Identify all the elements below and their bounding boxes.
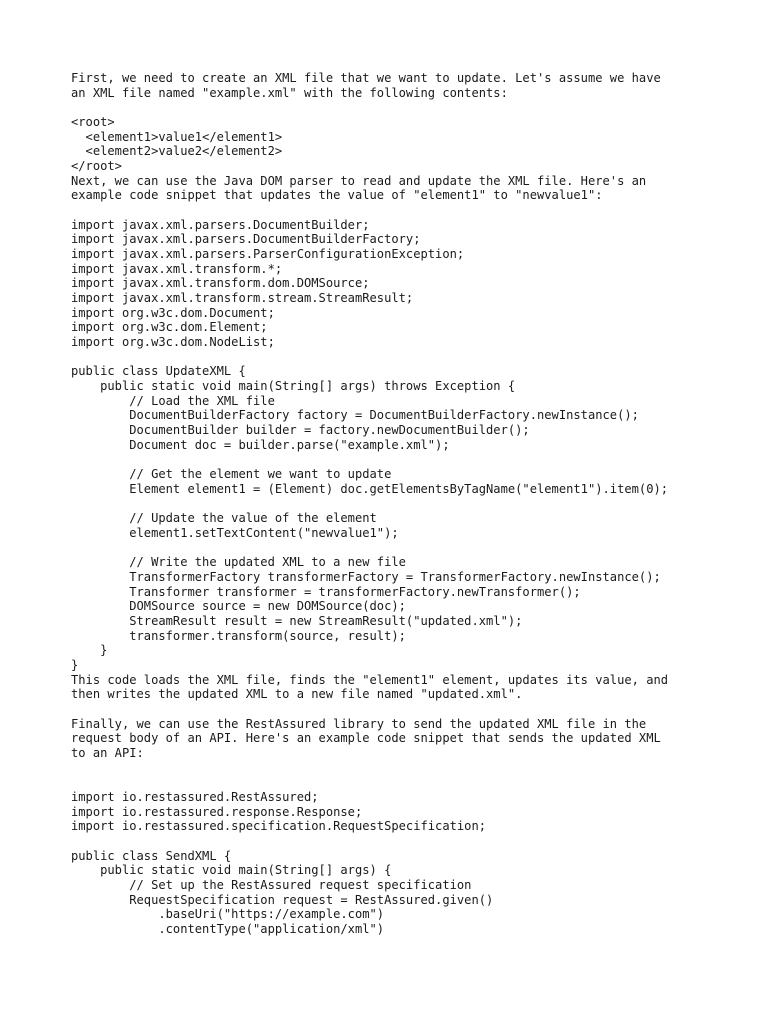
- text-line: [71, 496, 751, 511]
- text-line: to an API:: [71, 745, 144, 760]
- text-line: .contentType("application/xml"): [71, 921, 385, 936]
- text-line: <root>: [71, 115, 115, 130]
- document-page: [71, 71, 751, 937]
- text-line: .baseUri("https://example.com"): [71, 907, 385, 922]
- text-line: // Load the XML file: [71, 393, 275, 408]
- text-line: request body of an API. Here's an example code snippet that sends the updated XML: [71, 731, 661, 746]
- text-line: public class SendXML {: [71, 848, 232, 863]
- text-line: // Update the value of the element: [71, 511, 377, 526]
- text-line: [71, 203, 751, 218]
- text-line: an XML file named "example.xml" with the following contents:: [71, 85, 508, 100]
- text-line: // Set up the RestAssured request specification: [71, 877, 472, 892]
- text-line: // Get the element we want to update: [71, 467, 392, 482]
- document-body: [71, 71, 751, 937]
- text-line: Element element1 = (Element) doc.getElementsByTagName("element1").item(0);: [71, 481, 669, 496]
- text-line: import javax.xml.parsers.DocumentBuilderFactory;: [71, 232, 421, 247]
- text-line: then writes the updated XML to a new file named "updated.xml".: [71, 687, 523, 702]
- text-line: This code loads the XML file, finds the "element1" element, updates its value, and: [71, 672, 669, 687]
- text-line: public static void main(String[] args) throws Exception {: [71, 379, 516, 394]
- text-line: element1.setTextContent("newvalue1");: [71, 525, 399, 540]
- text-line: DocumentBuilder builder = factory.newDocumentBuilder();: [71, 423, 530, 438]
- text-line: import org.w3c.dom.Element;: [71, 320, 268, 335]
- text-line: import javax.xml.parsers.ParserConfigurationException;: [71, 247, 465, 262]
- text-line: [71, 761, 751, 776]
- text-line: import org.w3c.dom.Document;: [71, 305, 275, 320]
- text-line: RequestSpecification request = RestAssured.given(): [71, 892, 494, 907]
- text-line: <element1>value1</element1>: [71, 129, 283, 144]
- text-line: [71, 541, 751, 556]
- text-line: <element2>value2</element2>: [71, 144, 283, 159]
- text-line: import io.restassured.RestAssured;: [71, 789, 319, 804]
- text-line: transformer.transform(source, result);: [71, 628, 406, 643]
- text-line: Next, we can use the Java DOM parser to read and update the XML file. Here's an: [71, 173, 647, 188]
- text-line: DOMSource source = new DOMSource(doc);: [71, 599, 406, 614]
- text-line: public class UpdateXML {: [71, 364, 246, 379]
- text-line: </root>: [71, 159, 122, 174]
- text-line: StreamResult result = new StreamResult("updated.xml");: [71, 613, 523, 628]
- text-line: import io.restassured.specification.RequestSpecification;: [71, 819, 487, 834]
- text-line: First, we need to create an XML file that we want to update. Let's assume we have: [71, 71, 661, 85]
- text-line: [71, 834, 751, 849]
- text-line: [71, 100, 751, 115]
- text-line: Transformer transformer = transformerFactory.newTransformer();: [71, 584, 581, 599]
- text-line: Finally, we can use the RestAssured library to send the updated XML file in the: [71, 716, 647, 731]
- text-line: import javax.xml.transform.*;: [71, 261, 283, 276]
- text-line: example code snippet that updates the value of "element1" to "newvalue1":: [71, 188, 603, 203]
- text-line: import javax.xml.transform.stream.StreamResult;: [71, 291, 414, 306]
- text-line: public static void main(String[] args) {: [71, 863, 392, 878]
- text-line: [71, 702, 751, 717]
- text-line: Document doc = builder.parse("example.xml");: [71, 437, 450, 452]
- text-line: }: [71, 643, 108, 658]
- text-line: DocumentBuilderFactory factory = DocumentBuilderFactory.newInstance();: [71, 408, 639, 423]
- text-line: [71, 452, 751, 467]
- text-line: }: [71, 657, 79, 672]
- text-line: import javax.xml.parsers.DocumentBuilder;: [71, 217, 370, 232]
- text-line: [71, 350, 751, 365]
- text-line: import javax.xml.transform.dom.DOMSource;: [71, 276, 370, 291]
- text-line: [71, 775, 751, 790]
- text-line: import io.restassured.response.Response;: [71, 804, 363, 819]
- text-line: import org.w3c.dom.NodeList;: [71, 335, 275, 350]
- text-line: // Write the updated XML to a new file: [71, 555, 406, 570]
- text-line: TransformerFactory transformerFactory = TransformerFactory.newInstance();: [71, 569, 661, 584]
